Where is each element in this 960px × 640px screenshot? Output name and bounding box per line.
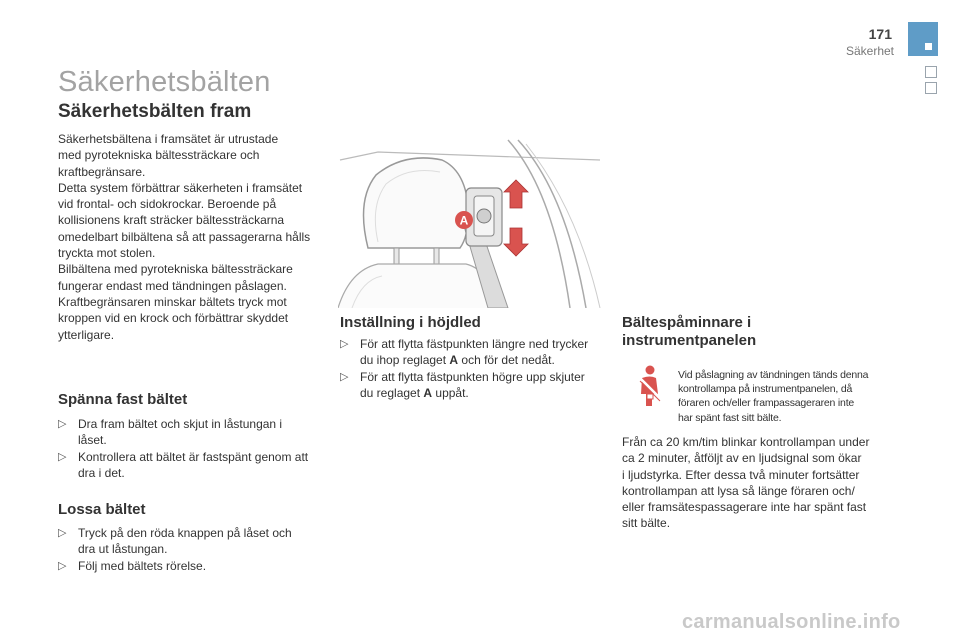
reminder-heading-line: Bältespåminnare i [622,314,752,331]
intro-line: kollisionens kraft sträcker bältessträckarna [58,213,285,228]
chapter-tab[interactable] [925,82,937,94]
bullet-text-part: du ihop reglaget [360,353,450,368]
bullet-text-part: du reglaget [360,385,424,400]
page-title: Säkerhetsbälten [58,66,271,98]
intro-line: omedelbart bilbältena så att passagerarna hålls [58,229,311,244]
reminder-heading-line: instrumentpanelen [622,332,757,349]
list-item [340,369,608,402]
bullet-arrow-icon: ▷ [340,338,349,350]
control-a-ref: A [449,353,459,368]
intro-line: kroppen vid en krock och förbättrar skyddet [58,311,289,326]
bullet-text-part: och för det nedåt. [458,353,555,368]
intro-paragraph [58,131,324,343]
reminder-heading [622,314,756,350]
bullet-arrow-icon: ▷ [58,418,67,430]
list-item [58,449,328,482]
fasten-heading: Spänna fast bältet [58,391,188,408]
reminder-line: eller framsätespassagerare inte har spänt fast [622,500,867,515]
height-list [340,336,608,401]
reminder-line: kontrollampan att lysa så länge föraren och/ [622,483,855,498]
bullet-text [360,352,608,368]
intro-line: Detta system förbättrar säkerheten i framsätet [58,180,303,195]
note-line: Vid påslagning av tändningen tänds denna [678,369,869,381]
bullet-arrow-icon: ▷ [58,559,67,572]
fasten-list [58,416,328,481]
bullet-text: För att flytta fästpunkten högre upp skjuter [360,369,585,384]
control-a-ref: A [423,385,433,400]
list-item [58,416,328,449]
intro-line: kraftbegränsare. [58,164,146,179]
bullet-text: Tryck på den röda knappen på låset och [78,526,292,540]
reminder-icon-note [678,368,896,425]
intro-line: fungerar endast med tändningen påslagen. [58,278,287,293]
list-item [58,525,328,558]
bullet-text [360,385,608,401]
bullet-text: Dra fram bältet och skjut in låstungan i [78,417,283,431]
reminder-line: Från ca 20 km/tim blinkar kontrollampan under [622,435,870,449]
list-item [58,558,328,574]
release-heading: Lossa bältet [58,501,146,518]
intro-line: med pyrotekniska bältessträckare och [58,148,260,163]
intro-line: Kraftbegränsaren minskar bältets tryck mot [58,294,287,309]
bullet-arrow-icon: ▷ [58,527,67,539]
note-line: föraren och/eller frampassageraren inte [678,397,855,410]
bullet-text: För att flytta fästpunkten längre ned trycker [360,337,589,351]
chapter-tab[interactable] [925,66,937,78]
note-line: kontrollampa på instrumentpanelen, då [678,383,853,396]
page-number: 171 [868,26,892,42]
intro-line: ytterligare. [58,327,115,342]
bullet-text: dra i det. [78,465,125,480]
intro-line: tryckta mot stolen. [58,246,156,261]
chapter-tab-active[interactable] [908,22,938,56]
bullet-arrow-icon: ▷ [340,370,349,383]
bullet-text: Följ med bältets rörelse. [78,558,207,573]
seatbelt-height-illustration [338,130,604,308]
note-line: har spänt fast sitt bälte. [678,411,782,424]
reminder-line: i ljudstyrka. Efter dessa två minuter fortsätter [622,467,860,482]
bullet-text: låset. [78,433,107,448]
intro-line: vid frontal- och sidokrockar. Beroende på [58,197,277,212]
bullet-arrow-icon: ▷ [58,450,67,463]
intro-line: Säkerhetsbältena i framsätet är utrustade [58,132,279,146]
reminder-line: ca 2 minuter, åtföljt av en ljudsignal som ökar [622,451,862,466]
release-list [58,525,328,574]
list-item [340,336,608,369]
section-name: Säkerhet [845,44,894,58]
watermark: carmanualsonline.info [682,611,901,633]
bullet-text: Kontrollera att bältet är fastspänt genom att [78,449,309,464]
callout-a-label: A [459,213,469,228]
intro-line: Bilbältena med pyrotekniska bältessträckare [58,262,293,277]
bullet-text: dra ut låstungan. [78,542,168,557]
bullet-text-part: uppåt. [432,385,469,400]
reminder-line: sitt bälte. [622,516,671,531]
tab-marker-icon [925,43,932,50]
reminder-paragraph [622,434,890,532]
seatbelt-warning-icon [632,364,666,408]
height-heading: Inställning i höjdled [340,314,481,331]
section-title: Säkerhetsbälten fram [58,101,252,122]
